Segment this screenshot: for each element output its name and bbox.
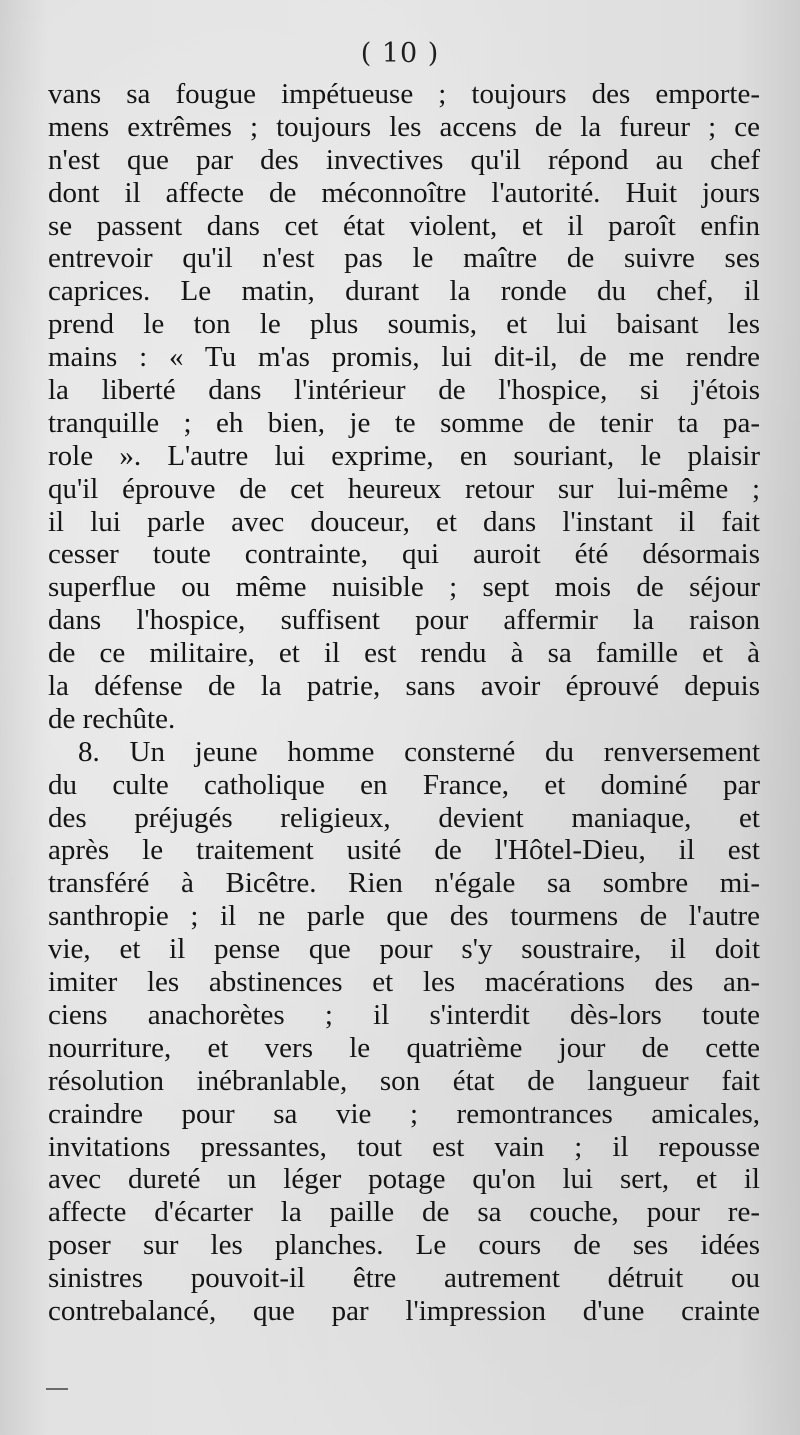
text-line: cesser toute contrainte, qui auroit été désormais — [48, 538, 760, 571]
text-line: avec dureté un léger potage qu'on lui sert, et il — [48, 1163, 760, 1196]
text-line: des préjugés religieux, devient maniaque, et — [48, 801, 760, 834]
text-line: santhropie ; il ne parle que des tourmens de l'autre — [48, 900, 760, 933]
text-line: invitations pressantes, tout est vain ; il repousse — [48, 1130, 760, 1163]
text-line: caprices. Le matin, durant la ronde du chef, il — [48, 275, 760, 308]
text-line: entrevoir qu'il n'est pas le maître de suivre ses — [48, 242, 760, 275]
text-line: contrebalancé, que par l'impression d'une crainte — [48, 1294, 760, 1327]
page-number: ( 10 ) — [360, 38, 440, 69]
text-line: qu'il éprouve de cet heureux retour sur lui-même ; — [48, 472, 760, 505]
text-line: après le traitement usité de l'Hôtel-Dieu, il est — [48, 834, 760, 867]
text-line: tranquille ; eh bien, je te somme de tenir ta pa- — [48, 406, 760, 439]
text-line: nourriture, et vers le quatrième jour de cette — [48, 1031, 760, 1064]
text-line: superflue ou même nuisible ; sept mois de séjour — [48, 571, 760, 604]
text-line: poser sur les planches. Le cours de ses idées — [48, 1229, 760, 1262]
text-line: imiter les abstinences et les macérations des an- — [48, 966, 760, 999]
text-line: prend le ton le plus soumis, et lui baisant les — [48, 308, 760, 341]
text-line: résolution inébranlable, son état de langueur fait — [48, 1064, 760, 1097]
text-line: de ce militaire, et il est rendu à sa famille et à — [48, 637, 760, 670]
text-line: dans l'hospice, suffisent pour affermir la raison — [48, 604, 760, 637]
text-line: dont il affecte de méconnoître l'autorité. Huit jours — [48, 176, 760, 209]
text-line: mains : « Tu m'as promis, lui dit-il, de me rendre — [48, 341, 760, 374]
text-line: sinistres pouvoit-il être autrement détruit ou — [48, 1262, 760, 1295]
text-line: transféré à Bicêtre. Rien n'égale sa sombre mi- — [48, 867, 760, 900]
paragraph-end-line: de rechûte. — [48, 702, 176, 735]
text-line: la liberté dans l'intérieur de l'hospice, si j'étois — [48, 374, 760, 407]
text-line: se passent dans cet état violent, et il paroît enfin — [48, 209, 760, 242]
text-line: du culte catholique en France, et dominé par — [48, 768, 760, 801]
text-line: role ». L'autre lui exprime, en souriant, le plaisir — [48, 439, 760, 472]
text-line: craindre pour sa vie ; remontrances amicales, — [48, 1097, 760, 1130]
text-line: affecte d'écarter la paille de sa couche, pour re- — [48, 1196, 760, 1229]
text-line: mens extrêmes ; toujours les accens de la fureur ; ce — [48, 110, 760, 143]
text-line: il lui parle avec douceur, et dans l'instant il fait — [48, 505, 760, 538]
paragraph-start-line: 8. Un jeune homme consterné du renversement — [78, 735, 760, 768]
text-line: la défense de la patrie, sans avoir éprouvé depuis — [48, 670, 760, 703]
text-line: ciens anachorètes ; il s'interdit dès-lors toute — [48, 998, 760, 1031]
text-line: vie, et il pense que pour s'y soustraire, il doit — [48, 933, 760, 966]
margin-dash-mark — [46, 1388, 68, 1390]
body-text — [48, 78, 760, 1328]
text-line: n'est que par des invectives qu'il répond au chef — [48, 143, 760, 176]
text-line: vans sa fougue impétueuse ; toujours des emporte- — [48, 78, 760, 110]
